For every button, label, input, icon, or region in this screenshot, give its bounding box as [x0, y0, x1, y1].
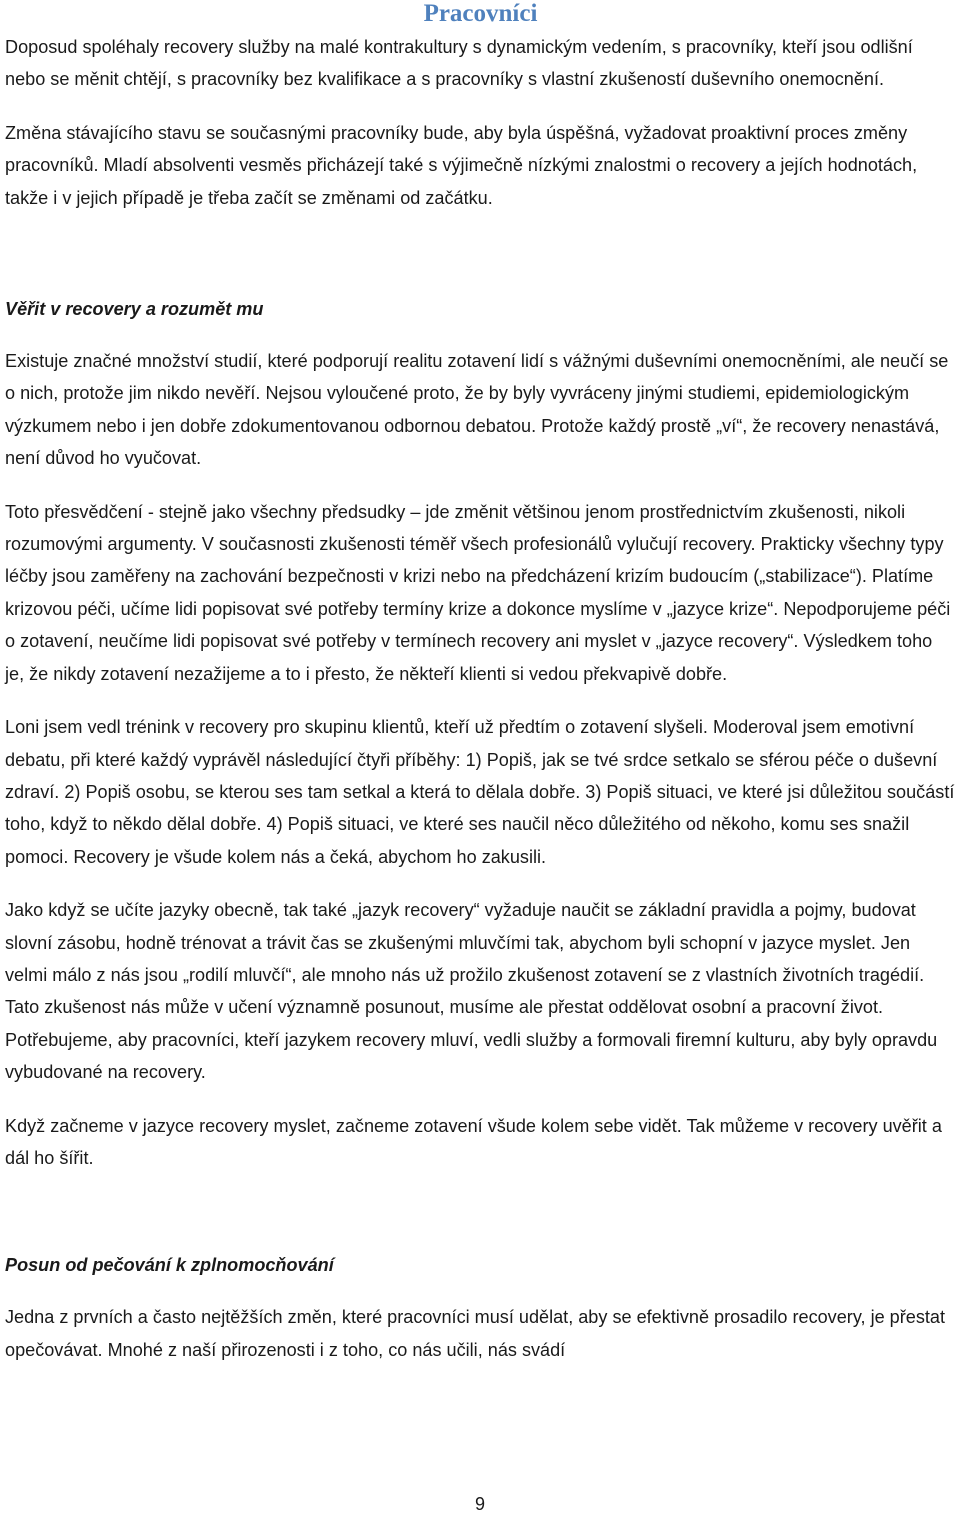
paragraph-change: Změna stávajícího stavu se současnými pracovníky bude, aby byla úspěšná, vyžadovat proaktivní proces změny pracovníků. Mladí absolventi vesměs přicházejí také s výjimečně nízkými znalostmi o recovery a jejích hodnotách, takže i v jejich případě je třeba začít se změnami od začátku. [5, 122, 918, 208]
paragraph-think: Když začneme v jazyce recovery myslet, začneme zotavení všude kolem sebe vidět. Tak můžeme v recovery uvěřit a dál ho šířit. [5, 1115, 942, 1168]
paragraph-belief: Toto přesvědčení - stejně jako všechny předsudky – jde změnit většinou jenom prostřednictvím zkušenosti, nikoli rozumovými argumenty. V současnosti zkušenosti téměř všech profesionálů vylučují recovery. Prakticky všechny typy léčby jsou zaměřeny na zachování bezpečnosti v krizi nebo na předcházení krizím budoucím („stabilizace“). Platíme krizovou péči, učíme lidi popisovat své potřeby termíny krize a dokonce myslíme v „jazyce krize“. Nepodporujeme péči o zotavení, neučíme lidi popisovat své potřeby v termínech recovery ani myslet v „jazyce recovery“. Výsledkem toho je, že nikdy zotavení nezažijeme a to i přesto, že někteří klienti si vedou překvapivě dobře. [5, 501, 951, 684]
paragraph-training: Loni jsem vedl trénink v recovery pro skupinu klientů, kteří už předtím o zotavení slyšeli. Moderoval jsem emotivní debatu, při které každý vyprávěl následující čtyři příběhy: 1) Popiš, jak se tvé srdce setkalo se sférou péče o duševní zdraví. 2) Popiš osobu, se kterou ses tam setkal a která to dělala dobře. 3) Popiš situaci, ve které jsi důležitou součástí toho, když to někdo dělal dobře. 4) Popiš situaci, ve které ses naučil něco důležitého od někoho, komu ses snažil pomoci. Recovery je všude kolem nás a čeká, abychom ho zakusili. [5, 717, 955, 867]
paragraph-intro: Doposud spoléhaly recovery služby na malé kontrakultury s dynamickým vedením, s pracovníky, kteří jsou odlišní nebo se měnit chtějí, s pracovníky bez kvalifikace a s pracovníky s vlastní zkušeností duševního onemocnění. [5, 37, 913, 90]
paragraph-studies: Existuje značné množství studií, které podporují realitu zotavení lidí s vážnými duševními onemocněními, ale neučí se o nich, protože jim nikdo nevěří. Nejsou vyloučené proto, že by byly vyvráceny jinými studiemi, epidemiologickým výzkumem nebo i jen dobře zdokumentovanou odbornou debatou. Protože každý prostě „ví“, že recovery nenastává, není důvod ho vyučovat. [5, 351, 949, 469]
section-heading-empowerment: Posun od pečování k zplnomocňování [5, 1255, 334, 1276]
page-title: Pracovníci [423, 0, 538, 27]
page-number: 9 [474, 1494, 485, 1514]
section-heading-believe: Věřit v recovery a rozumět mu [5, 299, 264, 320]
paragraph-language: Jako když se učíte jazyky obecně, tak také „jazyk recovery“ vyžaduje naučit se základní pravidla a pojmy, budovat slovní zásobu, hodně trénovat a trávit čas se zkušenými mluvčími tak, abychom byli schopní v jazyce myslet. Jen velmi málo z nás jsou „rodilí mluvčí“, ale mnoho nás už prožilo zkušenost zotavení se z vlastních životních tragédií. Tato zkušenost nás může v učení významně posunout, musíme ale přestat oddělovat osobní a pracovní život. Potřebujeme, aby pracovníci, kteří jazykem recovery mluví, vedli služby a formovali firemní kulturu, aby byly opravdu vybudované na recovery. [5, 900, 938, 1083]
paragraph-caretaking: Jedna z prvních a často nejtěžších změn, které pracovníci musí udělat, aby se efektivně prosadilo recovery, je přestat opečovávat. Mnohé z naší přirozenosti i z toho, co nás učili, nás svádí [5, 1307, 945, 1360]
